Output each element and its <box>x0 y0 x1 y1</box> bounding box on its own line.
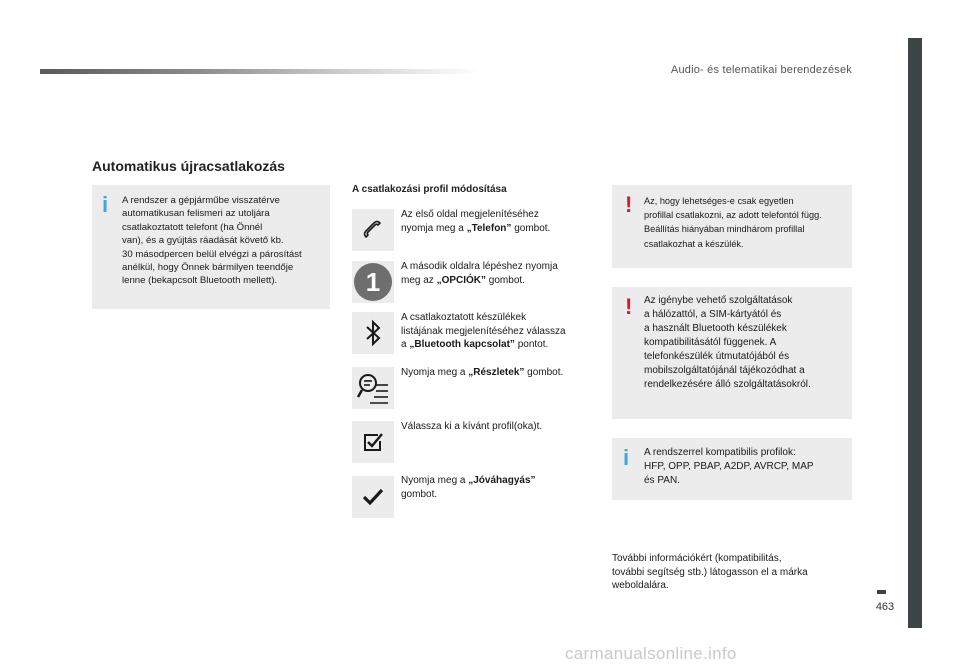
text-line: Az, hogy lehetséges-e csak egyetlen <box>644 196 794 206</box>
text-line: rendelkezésére álló szolgáltatásokról. <box>644 379 811 390</box>
text-line: További információkért (kompatibilitás, <box>612 553 782 564</box>
side-band <box>908 38 922 628</box>
step-options-text <box>401 260 596 287</box>
text-line: további segítség stb.) látogasson el a márka <box>612 566 808 578</box>
text-line: A rendszer a gépjárműbe visszatérve <box>122 195 280 206</box>
step-confirm-text <box>401 474 596 501</box>
text-line: a „Bluetooth kapcsolat” pontot. <box>401 339 549 350</box>
checkbox-icon <box>362 431 384 453</box>
text-line: Az igénybe vehető szolgáltatások <box>644 295 793 306</box>
page-number: 463 <box>875 601 895 613</box>
text-line: Válassza ki a kívánt profil(oka)t. <box>401 421 543 432</box>
text-line: listájának megjelenítéséhez válassza <box>401 325 566 337</box>
step-number-badge <box>352 261 394 303</box>
text-line: Az első oldal megjelenítéséhez <box>401 209 539 220</box>
text-line: profillal csatlakozni, az adott telefontól függ. <box>644 210 822 221</box>
step-select-profile-text <box>401 420 596 434</box>
section-title: Automatikus újracsatlakozás <box>92 158 285 174</box>
text-line: lenne (bekapcsolt Bluetooth mellett). <box>122 275 278 287</box>
info-box-text <box>644 446 850 488</box>
details-button-label: „Részletek” <box>468 367 525 378</box>
profile-checkbox[interactable] <box>352 421 394 463</box>
details-search-icon <box>356 371 390 405</box>
text-line: A második oldalra lépéshez nyomja <box>401 261 558 272</box>
bluetooth-connection-label: „Bluetooth kapcsolat” <box>409 339 515 350</box>
text-line: HFP, OPP, PBAP, A2DP, AVRCP, MAP <box>644 461 814 472</box>
text-line: gombot. <box>401 488 438 500</box>
text-line: csatlakoztatott telefont (ha Önnél <box>122 221 263 233</box>
text-line: a hálózattól, a SIM-kártyától és <box>644 309 782 320</box>
profile-change-subtitle: A csatlakozási profil módosítása <box>352 184 507 195</box>
text-line: automatikusan felismeri az utoljára <box>122 208 270 220</box>
step-bluetooth-text <box>401 311 596 352</box>
details-button[interactable] <box>352 367 394 409</box>
phone-button-label: „Telefon” <box>466 222 512 234</box>
text-line: és PAN. <box>644 475 680 486</box>
text-line: meg az „OPCIÓK” gombot. <box>401 274 525 286</box>
text-line: csatlakozhat a készülék. <box>644 238 744 249</box>
text-line: A rendszerrel kompatibilis profilok: <box>644 447 796 458</box>
info-icon: i <box>623 445 630 470</box>
options-button-label: „OPCIÓK” <box>436 274 487 286</box>
text-line: nyomja meg a „Telefon” gombot. <box>401 222 551 234</box>
warning-icon: ! <box>625 294 633 319</box>
warning-box-services <box>612 287 852 419</box>
page-marker <box>877 590 886 594</box>
text-line: anélkül, hogy Önnek bármilyen teendője <box>122 262 294 274</box>
text-line: weboldalára. <box>612 580 669 591</box>
bluetooth-icon <box>361 318 385 348</box>
text-line: van), és a gyújtás ráadását követő kb. <box>122 235 284 247</box>
text-line: Beállítás hiányában mindhárom profillal <box>644 224 805 235</box>
more-info-text <box>612 552 852 593</box>
phone-icon <box>361 218 385 242</box>
info-box-text <box>122 194 327 288</box>
warning-box-text <box>644 294 850 392</box>
watermark: carmanualsonline.info <box>565 644 737 663</box>
text-line: Nyomja meg a „Jóváhagyás” <box>401 475 536 486</box>
bluetooth-connection-button[interactable] <box>352 312 394 354</box>
info-icon: i <box>102 192 109 217</box>
text-line: A csatlakoztatott készülékek <box>401 312 527 323</box>
confirm-button[interactable] <box>352 476 394 518</box>
warning-icon: ! <box>625 192 633 217</box>
warning-box-profile <box>612 185 852 268</box>
page-header-title: Audio- és telematikai berendezések <box>670 64 852 76</box>
step-phone-text <box>401 208 596 235</box>
text-line: 30 másodpercen belül elvégzi a párosítást <box>122 248 302 260</box>
text-line: Nyomja meg a „Részletek” gombot. <box>401 367 564 378</box>
step-details-text <box>401 366 596 380</box>
checkmark-icon <box>362 487 384 507</box>
text-line: mobilszolgáltatójánál tájékozódhat a <box>644 365 805 376</box>
text-line: telefonkészülék útmutatójából és <box>644 351 790 362</box>
text-line: a használt Bluetooth készülékek <box>644 323 787 334</box>
info-box-auto-reconnect <box>92 185 330 309</box>
phone-button[interactable] <box>352 209 394 251</box>
number-one-icon: 1 <box>354 263 392 301</box>
confirm-button-label: „Jóváhagyás” <box>468 475 536 486</box>
text-line: kompatibilitásától függenek. A <box>644 337 777 348</box>
header-gradient-bar <box>40 69 480 74</box>
warning-box-text <box>644 194 850 251</box>
info-box-profiles <box>612 438 852 500</box>
